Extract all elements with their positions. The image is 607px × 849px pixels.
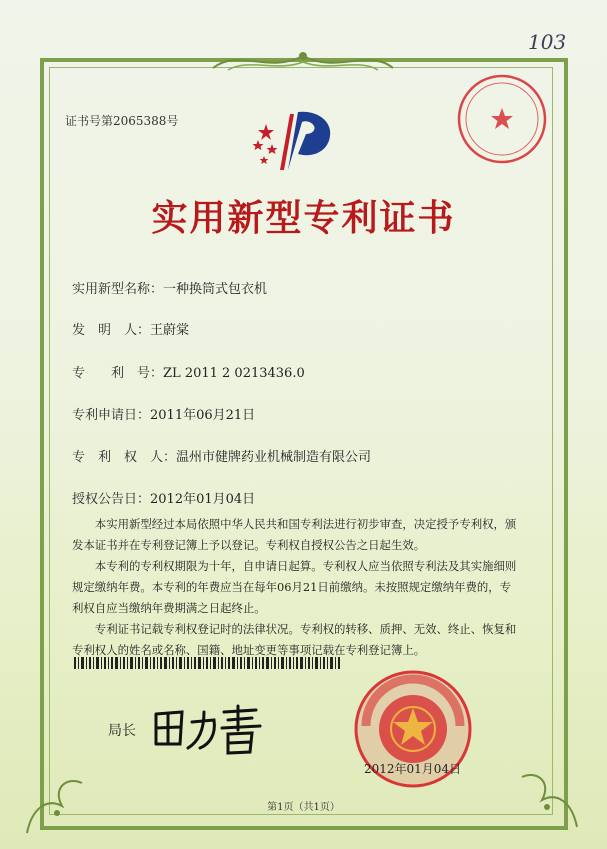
field-value: 2012年01月04日 <box>150 492 256 507</box>
body-paragraph: 本专利的专利权期限为十年，自申请日起算。专利权人应当依照专利法及其实施细则规定缴纳年费。本专利的年费应当在每年06月21日前缴纳。未按照规定缴纳年费的，专利权自应当缴纳年费期满之日起终止。 <box>72 559 517 615</box>
certificate-number: 证书号第2065388号 <box>65 114 179 128</box>
handwritten-note: 103 <box>528 30 567 54</box>
patent-office-logo-icon <box>246 104 338 174</box>
field-value: 温州市健牌药业机械制造有限公司 <box>176 450 372 465</box>
director-signature <box>148 700 268 758</box>
ornament-bottom-right <box>512 762 582 832</box>
notary-seal <box>455 72 549 166</box>
barcode-icon <box>74 657 342 669</box>
field-inventor <box>72 319 189 338</box>
field-patentee <box>72 446 371 465</box>
field-application-date <box>72 404 255 423</box>
field-label: 授权公告日： <box>72 492 151 507</box>
top-ornament <box>208 44 398 78</box>
page-number: 第1页（共1页） <box>267 802 340 813</box>
field-label: 专 利 权 人： <box>72 450 177 465</box>
field-label: 专 利 号： <box>72 366 164 381</box>
field-label: 发 明 人： <box>72 323 151 338</box>
field-grant-date <box>72 488 255 507</box>
field-patent-number <box>72 362 305 381</box>
certificate-title: 实用新型专利证书 <box>151 197 456 239</box>
field-label: 实用新型名称： <box>72 282 164 297</box>
body-paragraph: 本实用新型经过本局依照中华人民共和国专利法进行初步审查，决定授予专利权，颁发本证书并在专利登记簿上予以登记。专利权自授权公告之日起生效。 <box>72 517 517 552</box>
field-value: ZL 2011 2 0213436.0 <box>163 366 305 381</box>
field-value: 一种换筒式包衣机 <box>163 282 268 297</box>
body-paragraph: 专利证书记载专利权登记时的法律状况。专利权的转移、质押、无效、终止、恢复和专利权人的姓名或名称、国籍、地址变更等事项记载在专利登记簿上。 <box>72 622 517 657</box>
inner-border <box>49 67 553 815</box>
certificate-body <box>72 514 522 661</box>
director-label: 局长 <box>108 723 136 739</box>
seal-date: 2012年01月04日 <box>364 762 462 776</box>
field-label: 专利申请日： <box>72 408 151 423</box>
field-value: 2011年06月21日 <box>150 408 256 423</box>
field-value: 王蔚棠 <box>150 323 190 338</box>
field-utility-model-name <box>72 278 267 297</box>
